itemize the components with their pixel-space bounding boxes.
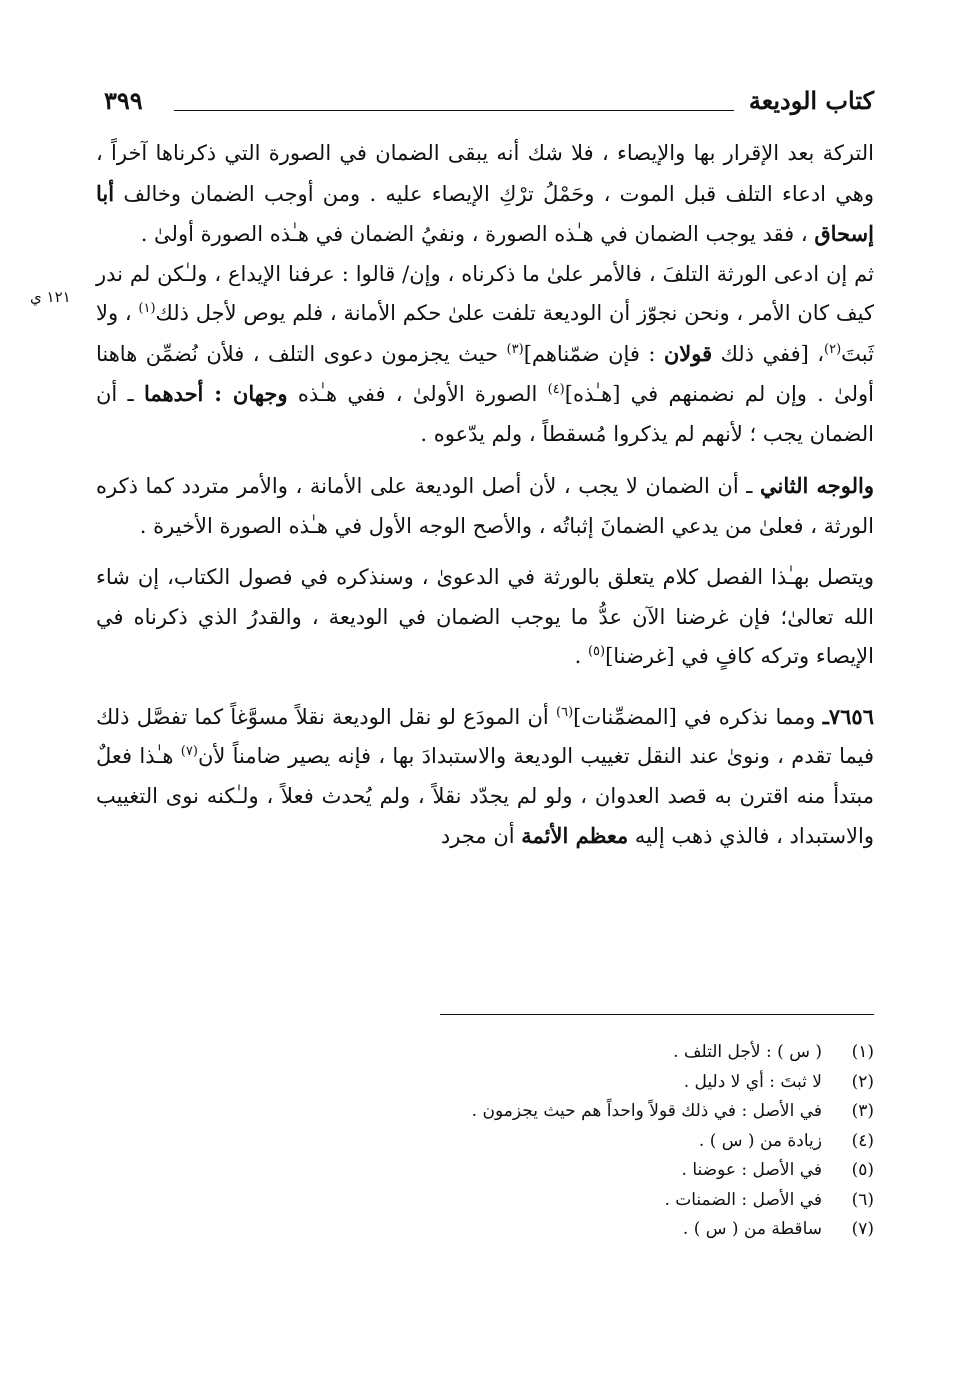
text-run: : فإن ضمّناهم] xyxy=(523,341,664,366)
page-number: ٣٩٩ xyxy=(104,86,143,115)
footnote-text: في الأصل : في ذلك قولاً واحداً هم حيث يجزمون . xyxy=(471,1101,822,1121)
text-run: ـ أن الضمان يجب ؛ لأنهم لم يذكروا مُسقطاً ، ولم يدّعوه . xyxy=(96,382,874,446)
footnote-text: ( س ) : لأجل التلف . xyxy=(673,1042,822,1062)
footnote-text: ساقطة من ( س ) . xyxy=(682,1219,822,1239)
text-run: ، فقد يوجب الضمان في هـٰذه الصورة ، ونفيُ الضمان في هـٰذه الصورة أولىٰ . xyxy=(140,222,815,246)
footnote-ref[interactable]: (٢) xyxy=(824,341,842,357)
footnote-text: زيادة من ( س ) . xyxy=(698,1130,822,1151)
text-run: ، [ففي ذلك xyxy=(712,341,825,366)
footnote-number: (٥) xyxy=(851,1160,874,1180)
footnotes xyxy=(96,1038,874,1245)
footnote-number: (٧) xyxy=(851,1219,874,1239)
text-run: التركة بعد الإقرار بها والإيصاء ، فلا شك أنه يبقى الضمان في الصورة التي ذكرناها آخراً ، وهي ادعاء التلف قبل الموت ، وحَمْلُ ترْكِ الإيصاء عليه . ومن أوجب الضمان وخالف xyxy=(96,141,874,206)
footnote-text: في الأصل : عوضنا . xyxy=(681,1160,822,1180)
paragraph-3 xyxy=(96,466,874,546)
footnote-text: لا ثبتَ : أي لا دليل . xyxy=(683,1071,822,1092)
footnote xyxy=(96,1038,874,1068)
text-run: ـ أن الضمان لا يجب ، لأن أصل الوديعة على الأمانة ، والأمر متردد كما ذكره الورثة ، فعلىٰ من يدعي الضمانَ إثباتُه ، والأصح الوجه الأول في هـٰذه الصورة الأخيرة . xyxy=(96,474,874,538)
footnote-ref[interactable]: (٧) xyxy=(180,744,198,759)
footnote-text: في الأصل : الضمنات . xyxy=(664,1189,822,1210)
bold-term: معظم الأئمة xyxy=(521,823,629,848)
paragraph-2 xyxy=(96,255,874,455)
footnote-number: (٤) xyxy=(851,1130,874,1151)
text-run: الصورة الأولىٰ ، ففي هـٰذه xyxy=(287,382,548,406)
footnote-ref[interactable]: (٤) xyxy=(547,382,565,397)
footnote xyxy=(96,1068,874,1098)
margin-manuscript-note: ١٢١ ي xyxy=(30,288,71,306)
footnote xyxy=(96,1127,874,1157)
running-header xyxy=(96,86,874,122)
paragraph-4 xyxy=(96,558,874,677)
main-text xyxy=(96,134,874,857)
footnote-separator xyxy=(440,1014,874,1015)
paragraph-1 xyxy=(96,134,874,255)
text-run: أن مجرد xyxy=(440,824,522,848)
bold-term: والوجه الثاني xyxy=(760,473,874,498)
text-run: ومما نذكره في [المضمِّنات] xyxy=(573,704,823,729)
text-run: هـٰذا فعلٌ مبتدأ منه اقترن به قصد العدوان ، ولو لم يجدّد نقلاً ، ولم يُحدث فعلاً ، ولـٰكنه نوى التغييب والاستبداد ، فالذي ذهب إليه xyxy=(96,744,874,848)
text-run: ، ولا ثَبتَ xyxy=(96,301,874,366)
text-run: ثم إن ادعى الورثة التلفَ ، فالأمر علىٰ ما ذكرناه ، وإن/ قالوا : عرفنا الإيداع ، ولـٰكن لم ندر كيف كان الأمر ، ونحن نجوّز أن الوديعة تلفت علىٰ حكم الأمانة ، فلم يوص لأجل ذلك xyxy=(96,261,874,325)
footnote xyxy=(96,1097,874,1127)
footnote xyxy=(96,1215,874,1245)
footnote-ref[interactable]: (٦) xyxy=(556,704,574,720)
text-run: حيث يجزمون دعوى التلف ، فلأن نُضمِّن هاهنا أولىٰ . وإن لم نضمنهم في [هـٰذه] xyxy=(96,341,874,406)
footnote-number: (١) xyxy=(851,1042,874,1062)
text-run: ويتصل بهـٰذا الفصل كلام يتعلق بالورثة في الدعوىٰ ، وسنذكره في فصول الكتاب، إن شاء الله تعالىٰ؛ فإن غرضنا الآن عدُّ ما يوجب الضمان في الوديعة ، والقدرُ الذي ذكرناه في الإيصاء وتركه كافٍ في [غرضنا] xyxy=(96,565,874,668)
footnote-ref[interactable]: (٣) xyxy=(506,341,524,357)
text-run: أن المودَع لو نقل الوديعة نقلاً مسوَّغاً كما تفصَّل ذلك فيما تقدم ، ونوىٰ عند النقل تغييب الوديعة والاستبدادَ بها ، فإنه يصير ضامناً لأن xyxy=(96,704,874,768)
footnote-number: (٣) xyxy=(851,1101,874,1121)
footnote xyxy=(96,1156,874,1186)
footnote-ref[interactable]: (١) xyxy=(138,301,156,316)
bold-term: وجهان : أحدهما xyxy=(143,381,288,406)
chapter-title: كتاب الوديعة xyxy=(748,86,874,115)
bold-term: قولان xyxy=(663,340,713,366)
paragraph-5 xyxy=(96,697,874,857)
footnote-ref[interactable]: (٥) xyxy=(587,644,606,659)
footnote-number: (٢) xyxy=(851,1071,874,1092)
footnote xyxy=(96,1186,874,1216)
bold-name: أبا إسحاق xyxy=(96,180,874,246)
section-number: ٧٦٥٦ـ xyxy=(822,703,874,729)
text-run: . xyxy=(574,644,588,668)
header-rule xyxy=(174,110,734,111)
footnote-number: (٦) xyxy=(851,1189,874,1210)
